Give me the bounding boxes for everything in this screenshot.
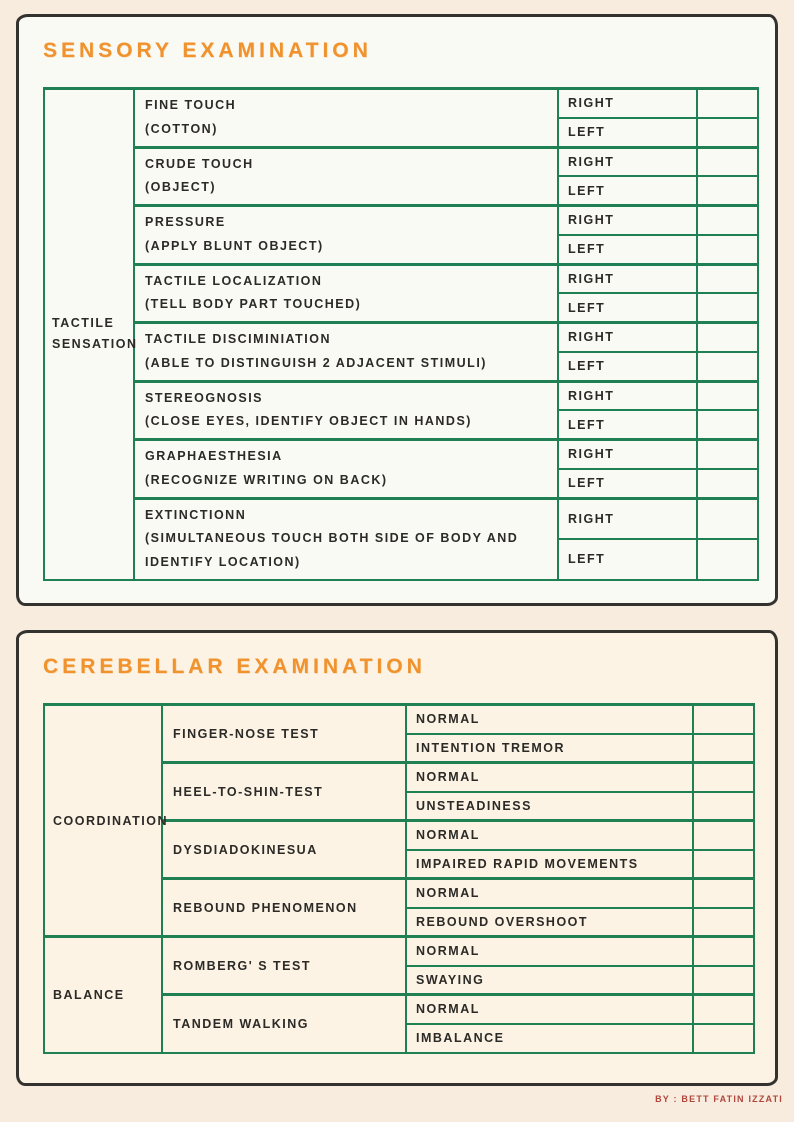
sensory-category-label: TACTILE SENSATION [44,89,134,580]
side-label-right: RIGHT [558,381,697,410]
side-label-right: RIGHT [558,147,697,176]
result-cell-empty[interactable] [697,323,758,352]
side-label-right: RIGHT [558,323,697,352]
sensory-table [43,87,759,581]
author-credit: BY : BETT FATIN IZZATI [655,1094,783,1104]
sensory-examination-panel [16,14,778,606]
table-row [44,323,758,352]
result-cell-empty[interactable] [697,469,758,498]
test-name: STEREOGNOSIS [145,390,264,405]
side-label-left: LEFT [558,176,697,205]
cerebellar-title: CEREBELLAR EXAMINATION [43,655,426,678]
result-cell-empty[interactable] [693,966,754,995]
side-label-left: LEFT [558,118,697,147]
category-label-balance: BALANCE [44,937,162,1053]
table-row [44,705,754,734]
test-description-cell [134,264,558,323]
result-cell-empty[interactable] [697,264,758,293]
option-label: INTENTION TREMOR [406,734,693,763]
result-cell-empty[interactable] [697,118,758,147]
test-description-cell [134,147,558,206]
table-row [44,381,758,410]
result-cell-empty[interactable] [697,381,758,410]
result-cell-empty[interactable] [697,410,758,439]
test-detail: (SIMULTANEOUS TOUCH BOTH SIDE OF BODY AND IDENTIFY LOCATION) [145,531,519,569]
sensory-title: SENSORY EXAMINATION [43,39,372,62]
result-cell-empty[interactable] [697,176,758,205]
result-cell-empty[interactable] [697,539,758,580]
test-description-cell [134,206,558,265]
option-label: IMBALANCE [406,1024,693,1053]
test-description-cell [134,323,558,382]
test-detail: (ABLE TO DISTINGUISH 2 ADJACENT STIMULI) [145,355,487,370]
test-name: ROMBERG' S TEST [162,937,406,995]
test-name: CRUDE TOUCH [145,156,254,171]
result-cell-empty[interactable] [697,235,758,264]
side-label-left: LEFT [558,410,697,439]
result-cell-empty[interactable] [693,763,754,792]
test-detail: (RECOGNIZE WRITING ON BACK) [145,472,388,487]
test-name: TACTILE LOCALIZATION [145,273,323,288]
option-label: NORMAL [406,995,693,1024]
side-label-left: LEFT [558,469,697,498]
result-cell-empty[interactable] [697,147,758,176]
test-description-cell [134,440,558,499]
test-name: PRESSURE [145,215,226,229]
cerebellar-table [43,703,755,1054]
option-label: NORMAL [406,705,693,734]
option-label: SWAYING [406,966,693,995]
result-cell-empty[interactable] [693,850,754,879]
side-label-left: LEFT [558,293,697,322]
result-cell-empty[interactable] [693,995,754,1024]
test-detail: (OBJECT) [145,180,217,195]
test-name: EXTINCTIONN [145,507,247,522]
option-label: REBOUND OVERSHOOT [406,908,693,937]
table-row [44,147,758,176]
option-label: NORMAL [406,763,693,792]
side-label-left: LEFT [558,539,697,580]
test-description-cell [134,381,558,440]
table-row [44,498,758,539]
result-cell-empty[interactable] [697,352,758,381]
result-cell-empty[interactable] [697,293,758,322]
result-cell-empty[interactable] [693,1024,754,1053]
cerebellar-examination-panel [16,630,778,1086]
test-description-cell [134,498,558,580]
test-name: TACTILE DISCIMINIATION [145,332,331,346]
test-name: GRAPHAESTHESIA [145,449,283,463]
side-label-right: RIGHT [558,264,697,293]
side-label-right: RIGHT [558,498,697,539]
side-label-left: LEFT [558,352,697,381]
result-cell-empty[interactable] [697,206,758,235]
option-label: NORMAL [406,879,693,908]
result-cell-empty[interactable] [697,440,758,469]
side-label-right: RIGHT [558,206,697,235]
test-description-cell [134,89,558,148]
category-label-coordination: COORDINATION [44,705,162,937]
result-cell-empty[interactable] [693,821,754,850]
test-name: TANDEM WALKING [162,995,406,1053]
test-detail: (COTTON) [145,121,218,136]
result-cell-empty[interactable] [693,705,754,734]
table-row [44,937,754,966]
test-detail: (APPLY BLUNT OBJECT) [145,238,324,253]
side-label-right: RIGHT [558,89,697,118]
table-row [44,89,758,118]
result-cell-empty[interactable] [693,908,754,937]
option-label: IMPAIRED RAPID MOVEMENTS [406,850,693,879]
side-label-right: RIGHT [558,440,697,469]
result-cell-empty[interactable] [697,498,758,539]
result-cell-empty[interactable] [693,792,754,821]
option-label: NORMAL [406,821,693,850]
test-name: FINGER-NOSE TEST [162,705,406,763]
table-row [44,440,758,469]
test-name: DYSDIADOKINESUA [162,821,406,879]
table-row [44,264,758,293]
test-name: HEEL-TO-SHIN-TEST [162,763,406,821]
test-detail: (TELL BODY PART TOUCHED) [145,297,362,312]
test-detail: (CLOSE EYES, IDENTIFY OBJECT IN HANDS) [145,414,472,429]
option-label: NORMAL [406,937,693,966]
test-name: REBOUND PHENOMENON [162,879,406,937]
result-cell-empty[interactable] [693,879,754,908]
result-cell-empty[interactable] [697,89,758,118]
test-name: FINE TOUCH [145,98,237,112]
result-cell-empty[interactable] [693,937,754,966]
table-row [44,206,758,235]
side-label-left: LEFT [558,235,697,264]
option-label: UNSTEADINESS [406,792,693,821]
result-cell-empty[interactable] [693,734,754,763]
